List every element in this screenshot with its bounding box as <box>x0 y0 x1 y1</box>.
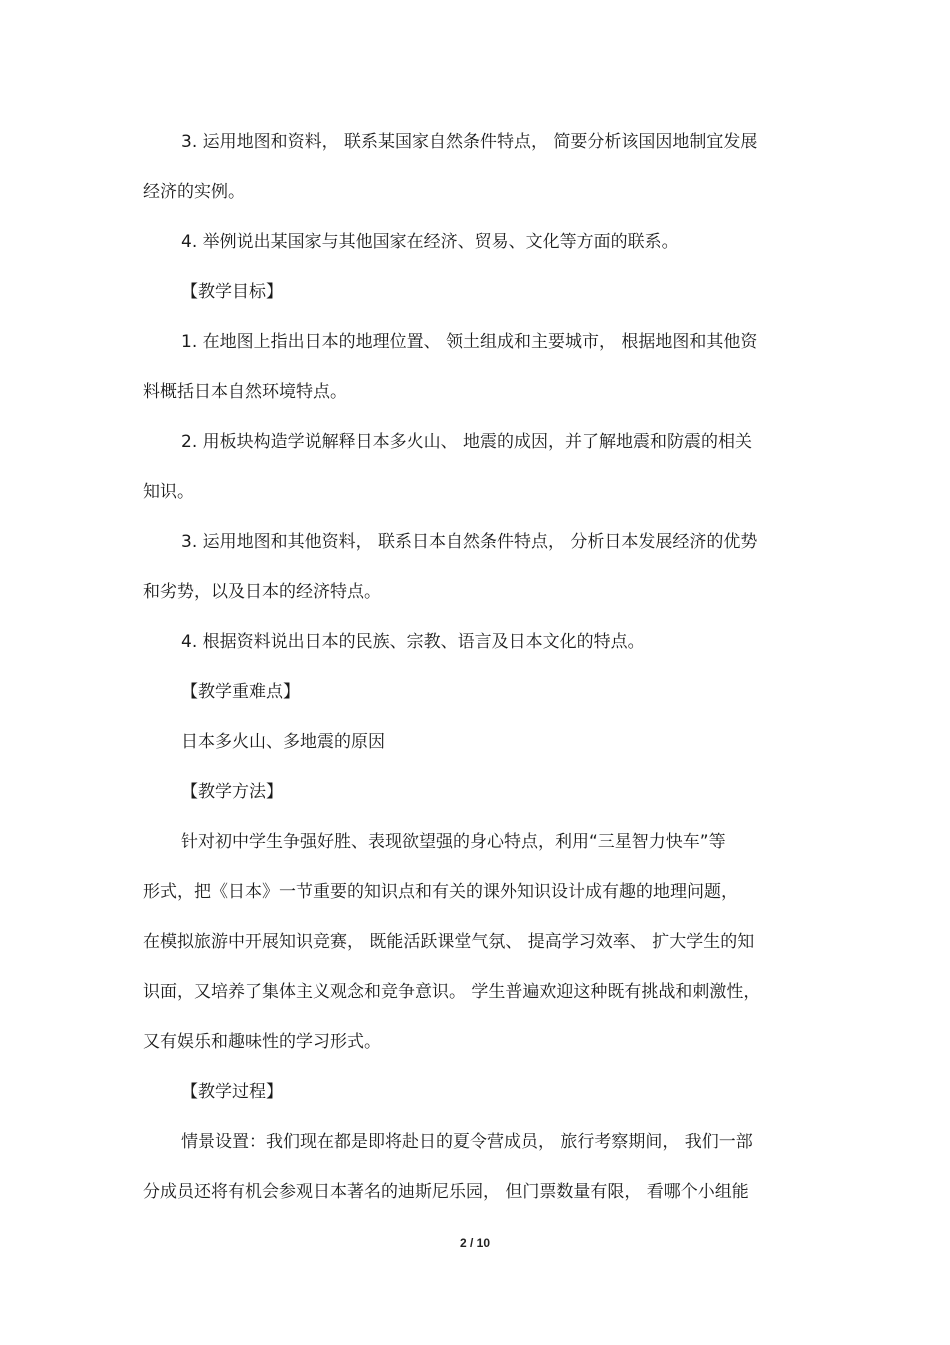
paragraph-line: 经济的实例。 <box>143 182 245 202</box>
paragraph-line: 日本多火山、多地震的原因 <box>181 732 385 752</box>
paragraph-line: 1. 在地图上指出日本的地理位置、 领土组成和主要城市， 根据地图和其他资 <box>181 332 758 352</box>
page-number: 2 / 10 <box>459 1236 491 1250</box>
paragraph-line: 分成员还将有机会参观日本著名的迪斯尼乐园， 但门票数量有限， 看哪个小组能 <box>143 1182 749 1202</box>
section-heading: 【教学方法】 <box>181 782 283 802</box>
section-heading: 【教学过程】 <box>181 1082 283 1102</box>
paragraph-line: 3. 运用地图和资料， 联系某国家自然条件特点， 简要分析该国因地制宜发展 <box>181 132 758 152</box>
paragraph-line: 知识。 <box>143 482 194 502</box>
paragraph-line: 又有娱乐和趣味性的学习形式。 <box>143 1032 381 1052</box>
paragraph-line: 4. 举例说出某国家与其他国家在经济、贸易、文化等方面的联系。 <box>181 232 679 252</box>
paragraph-line: 和劣势，以及日本的经济特点。 <box>143 582 381 602</box>
paragraph-line: 2. 用板块构造学说解释日本多火山、 地震的成因，并了解地震和防震的相关 <box>181 432 753 452</box>
paragraph-line: 在模拟旅游中开展知识竞赛， 既能活跃课堂气氛、 提高学习效率、 扩大学生的知 <box>143 932 755 952</box>
paragraph-line: 4. 根据资料说出日本的民族、宗教、语言及日本文化的特点。 <box>181 632 645 652</box>
paragraph-line: 识面，又培养了集体主义观念和竞争意识。 学生普遍欢迎这种既有挑战和刺激性， <box>143 982 761 1002</box>
paragraph-line: 情景设置：我们现在都是即将赴日的夏令营成员， 旅行考察期间， 我们一部 <box>181 1132 753 1152</box>
paragraph-line: 针对初中学生争强好胜、表现欲望强的身心特点，利用“三星智力快车”等 <box>181 832 726 852</box>
paragraph-line: 料概括日本自然环境特点。 <box>143 382 347 402</box>
paragraph-line: 形式，把《日本》一节重要的知识点和有关的课外知识设计成有趣的地理问题， <box>143 882 738 902</box>
section-heading: 【教学重难点】 <box>181 682 300 702</box>
paragraph-line: 3. 运用地图和其他资料， 联系日本自然条件特点， 分析日本发展经济的优势 <box>181 532 758 552</box>
section-heading: 【教学目标】 <box>181 282 283 302</box>
